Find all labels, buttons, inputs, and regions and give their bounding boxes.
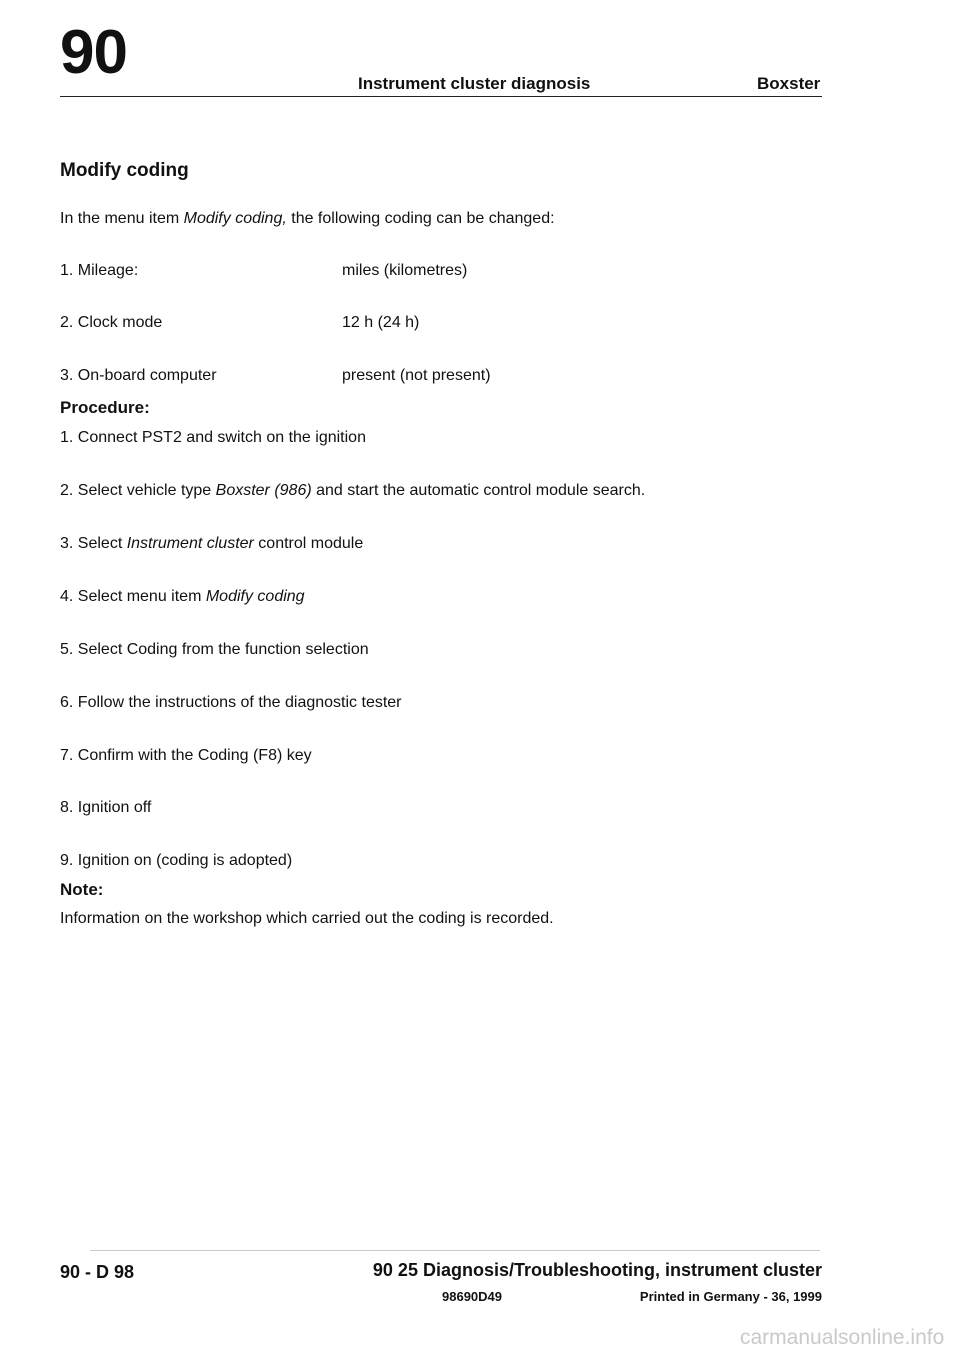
procedure-step-before: 5. Select Coding from the function selection — [60, 641, 369, 658]
coding-item-label: 1. Mileage: — [60, 262, 139, 279]
note-heading: Note: — [60, 880, 104, 899]
section-number: 90 — [60, 18, 127, 87]
footer-document-code: 98690D49 — [442, 1289, 502, 1304]
intro-paragraph — [60, 209, 555, 228]
procedure-step-before: 8. Ignition off — [60, 799, 152, 816]
footer-title: 90 25 Diagnosis/Troubleshooting, instrument cluster — [372, 1260, 822, 1280]
procedure-step-after: and start the automatic control module search. — [311, 482, 646, 499]
procedure-step-before: 1. Connect PST2 and switch on the ignition — [60, 429, 366, 446]
procedure-step-italic: Modify coding — [205, 588, 305, 605]
footer-printed-info: Printed in Germany - 36, 1999 — [639, 1289, 822, 1304]
intro-text-italic: Modify coding, — [183, 210, 287, 227]
coding-item-value: miles (kilometres) — [342, 262, 468, 279]
coding-item-label: 2. Clock mode — [60, 314, 163, 331]
header-rule — [60, 96, 822, 97]
coding-item-label: 3. On-board computer — [60, 367, 217, 384]
watermark-text: carmanualsonline.info — [740, 1326, 945, 1349]
procedure-step-before: 7. Confirm with the Coding (F8) key — [60, 747, 312, 764]
procedure-step — [60, 428, 366, 447]
intro-text-after: the following coding can be changed: — [286, 210, 555, 227]
coding-item-value: present (not present) — [342, 367, 491, 384]
header-model: Boxster — [757, 74, 821, 93]
procedure-step-before: 2. Select vehicle type — [60, 482, 216, 499]
procedure-step — [60, 798, 151, 817]
procedure-step-before: 3. Select — [60, 535, 127, 552]
procedure-step — [60, 587, 305, 606]
page-number: 90 - D 98 — [60, 1262, 135, 1282]
procedure-step — [60, 640, 369, 659]
note-text: Information on the workshop which carried out the coding is recorded. — [60, 910, 554, 927]
procedure-step-before: 9. Ignition on (coding is adopted) — [60, 852, 293, 869]
procedure-step — [60, 746, 312, 765]
header-title: Instrument cluster diagnosis — [358, 74, 591, 93]
coding-item-value: 12 h (24 h) — [342, 314, 420, 331]
procedure-step — [60, 851, 292, 870]
footer-rule — [90, 1250, 820, 1251]
procedure-step-italic: Instrument cluster — [126, 535, 254, 552]
procedure-step-before: 6. Follow the instructions of the diagnostic tester — [60, 694, 402, 711]
procedure-step — [60, 534, 363, 553]
intro-text-before: In the menu item — [60, 210, 184, 227]
procedure-step-after: control module — [253, 535, 364, 552]
procedure-step — [60, 693, 402, 712]
procedure-step — [60, 481, 645, 500]
section-heading: Modify coding — [60, 160, 189, 181]
procedure-heading: Procedure: — [60, 398, 150, 417]
procedure-step-italic: Boxster (986) — [215, 482, 312, 499]
procedure-step-before: 4. Select menu item — [60, 588, 206, 605]
